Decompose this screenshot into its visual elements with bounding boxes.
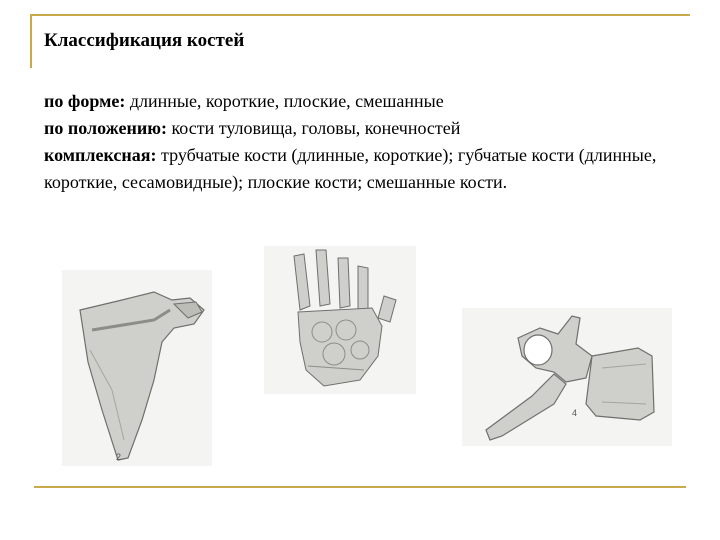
classification-by-shape	[44, 88, 684, 115]
scapula-illustration	[62, 270, 212, 466]
vertebra-illustration	[462, 308, 672, 446]
line-label: по положению:	[44, 118, 167, 138]
figure-number: 4	[572, 408, 578, 418]
frame-top-rule	[30, 14, 690, 16]
line-text: кости туловища, головы, конечностей	[166, 118, 461, 138]
hand-bones-illustration	[264, 246, 416, 394]
line-label: по форме:	[44, 91, 126, 111]
frame-left-rule	[30, 14, 32, 68]
slide-body	[44, 88, 684, 196]
figure-number: 2	[116, 452, 122, 462]
slide-title: Классификация костей	[44, 30, 245, 51]
line-text: трубчатые кости (длинные, короткие); губчатые кости (длинные, короткие, сесамовидные); плоские кости; смешанные кости.	[44, 145, 657, 192]
line-text: длинные, короткие, плоские, смешанные	[125, 91, 444, 111]
line-label: комплексная:	[44, 145, 157, 165]
frame-bottom-rule	[34, 486, 686, 488]
classification-complex	[44, 142, 684, 196]
classification-by-position	[44, 115, 684, 142]
